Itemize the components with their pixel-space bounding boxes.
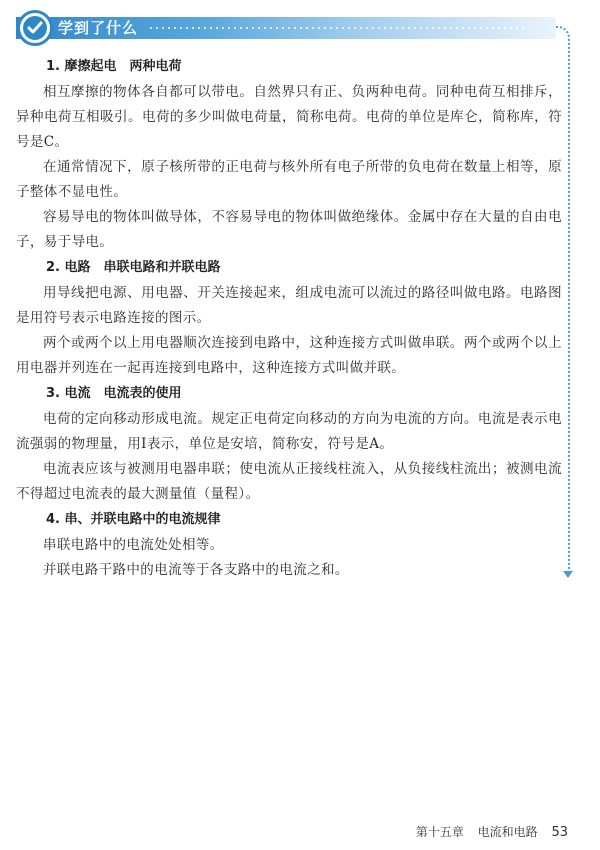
chapter-title: 电流和电路 [477, 825, 538, 839]
paragraph: 用导线把电源、用电器、开关连接起来，组成电流可以流过的路径叫做电路。电路图是用符号表示电路连接的图示。 [16, 285, 562, 326]
header-dots [148, 27, 528, 29]
section-4 [16, 507, 562, 583]
page-footer [406, 823, 568, 840]
paragraph: 在通常情况下，原子核所带的正电荷与核外所有电子所带的负电荷在数量上相等，原子整体不显电性。 [16, 159, 562, 200]
section-title: 学到了什么 [58, 19, 139, 37]
paragraph: 容易导电的物体叫做导体，不容易导电的物体叫做绝缘体。金属中存在大量的自由电子，易于导电。 [16, 209, 562, 250]
check-pencil-icon [23, 16, 47, 40]
page-number: 53 [551, 825, 568, 840]
paragraph: 电流表应该与被测用电器串联；使电流从正接线柱流入，从负接线柱流出；被测电流不得超过电流表的最大测量值（量程）。 [16, 461, 562, 502]
paragraph: 两个或两个以上用电器顺次连接到电路中，这种连接方式叫做串联。两个或两个以上用电器并列连在一起再连接到电路中，这种连接方式叫做并联。 [16, 335, 562, 376]
section-heading: 1. 摩擦起电 两种电荷 [46, 59, 182, 74]
paragraph: 并联电路干路中的电流等于各支路中的电流之和。 [43, 562, 349, 578]
section-1 [16, 54, 562, 255]
section-heading: 4. 串、并联电路中的电流规律 [46, 512, 221, 527]
section-2 [16, 255, 562, 381]
summary-content [16, 54, 562, 583]
chapter-label: 第十五章 [415, 825, 464, 839]
paragraph: 电荷的定向移动形成电流。规定正电荷定向移动的方向为电流的方向。电流是表示电流强弱的物理量，用I表示，单位是安培，简称安，符号是A。 [16, 411, 562, 452]
section-3 [16, 381, 562, 507]
paragraph: 相互摩擦的物体各自都可以带电。自然界只有正、负两种电荷。同种电荷互相排斥，异种电荷互相吸引。电荷的多少叫做电荷量，简称电荷。电荷的单位是库仑，简称库，符号是C。 [16, 84, 562, 150]
section-heading: 2. 电路 串联电路和并联电路 [46, 260, 221, 275]
paragraph: 串联电路中的电流处处相等。 [43, 537, 224, 553]
section-logo [17, 10, 53, 46]
down-arrow-icon [563, 571, 573, 578]
section-heading: 3. 电流 电流表的使用 [46, 386, 182, 401]
